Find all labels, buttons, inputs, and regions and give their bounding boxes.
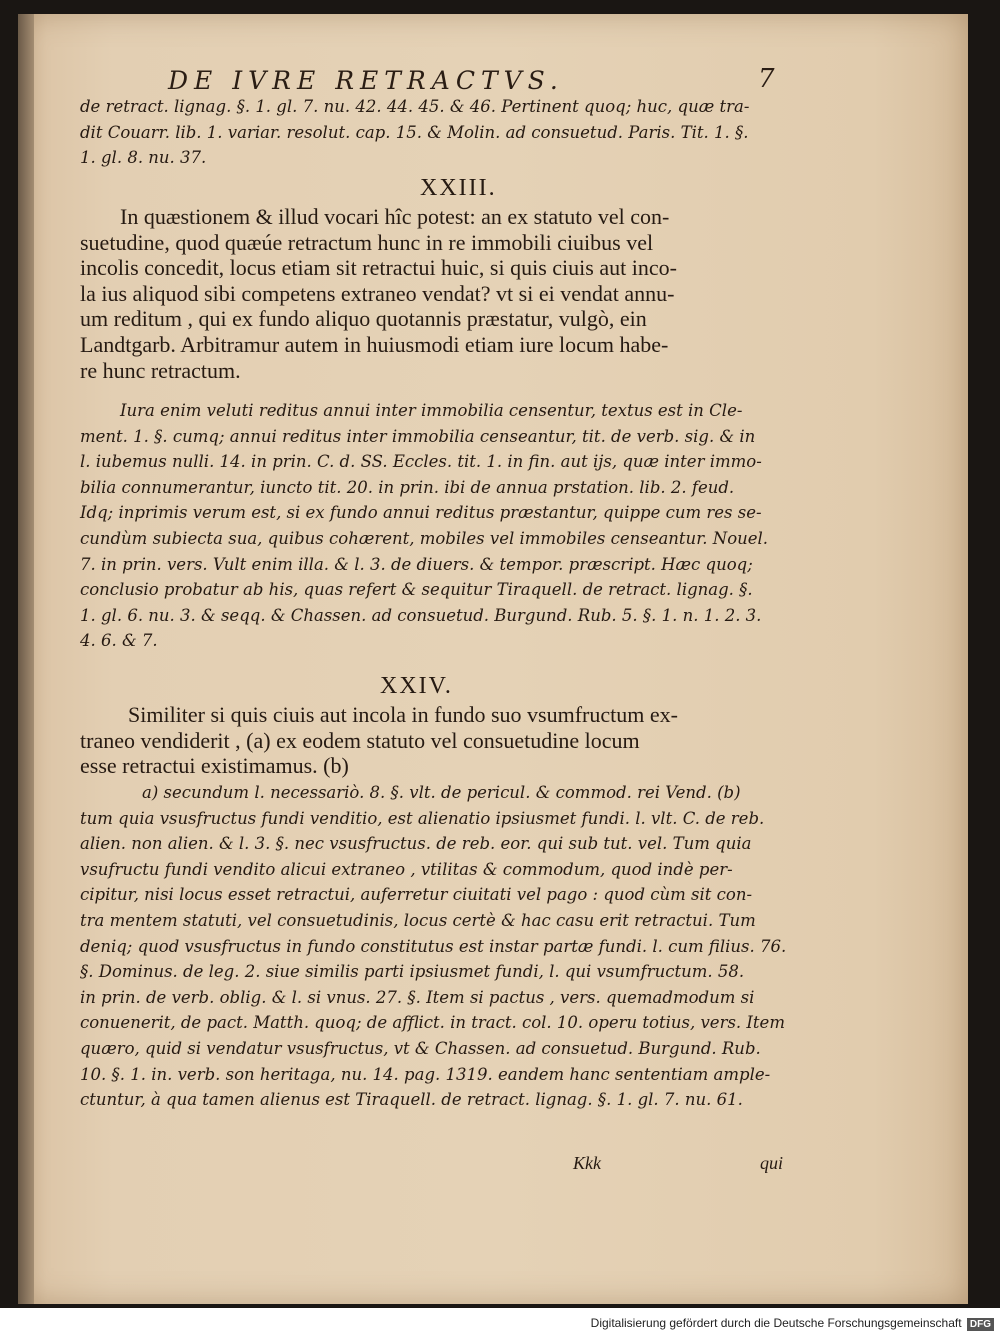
body-line: suetudine, quod quæúe retractum hunc in re immobili ciuibus vel xyxy=(80,229,654,255)
body-line: re hunc retractum. xyxy=(80,357,241,383)
dfg-logo: DFG xyxy=(967,1318,994,1331)
note-line: in prin. de verb. oblig. & l. si vnus. 27. §. Item si pactus , vers. quemadmodum si xyxy=(80,987,755,1007)
binding-edge xyxy=(18,14,34,1304)
section-heading-xxiii: XXIII. xyxy=(420,175,497,201)
note-line: alien. non alien. & l. 3. §. nec vsusfructus. de reb. eor. qui sub tut. vel. Tum quia xyxy=(80,834,752,854)
body-line: incolis concedit, locus etiam sit retractui huic, si quis ciuis aut inco- xyxy=(80,255,677,281)
note-line: l. iubemus nulli. 14. in prin. C. d. SS. Eccles. tit. 1. in fin. aut ijs, quæ inter immo- xyxy=(80,452,762,472)
digitization-credit xyxy=(591,1316,994,1331)
note-line: conclusio probatur ab his, quas refert & sequitur Tiraquell. de retract. lignag. §. xyxy=(80,580,753,600)
note-line: conuenerit, de pact. Matth. quoq; de afflict. in tract. col. 10. operu totius, vers. Item xyxy=(80,1013,785,1033)
body-line: In quæstionem & illud vocari hîc potest: an ex statuto vel con- xyxy=(120,204,670,229)
note-line: tra mentem statuti, vel consuetudinis, locus certè & hac casu erit retractui. Tum xyxy=(80,910,756,930)
body-line: Landtgarb. Arbitramur autem in huiusmodi etiam iure locum habe- xyxy=(80,331,669,357)
note-line: 1. gl. 8. nu. 37. xyxy=(80,148,207,168)
note-line: vsufructu fundi vendito alicui extraneo , vtilitas & commodum, quod indè per- xyxy=(80,859,733,879)
note-line: de retract. lignag. §. 1. gl. 7. nu. 42. 44. 45. & 46. Pertinent quoq; huc, quæ tra- xyxy=(80,97,750,116)
section-xxiv-body xyxy=(80,702,678,779)
note-line: dit Couarr. lib. 1. variar. resolut. cap. 15. & Molin. ad consuetud. Paris. Tit. 1. §. xyxy=(80,122,749,142)
note-line: 10. §. 1. in. verb. son heritaga, nu. 14. pag. 1319. eandem hanc sententiam ample- xyxy=(80,1064,771,1084)
note-line: ctuntur, à qua tamen alienus est Tiraquell. de retract. lignag. §. 1. gl. 7. nu. 61. xyxy=(80,1090,743,1110)
running-head: DE IVRE RETRACTVS. xyxy=(168,66,564,95)
note-line: bilia connumerantur, iuncto tit. 20. in prin. ibi de annua prstation. lib. 2. feud. xyxy=(80,477,735,497)
body-line: traneo vendiderit , (a) ex eodem statuto vel consuetudine locum xyxy=(80,727,640,753)
note-line: 7. in prin. vers. Vult enim illa. & l. 3. de diuers. & tempor. præscript. Hæc quoq; xyxy=(80,554,753,574)
note-line: §. Dominus. de leg. 2. siue similis parti ipsiusmet fundi, l. qui vsumfructum. 58. xyxy=(80,962,745,982)
carry-over-note xyxy=(80,94,749,171)
book-page xyxy=(18,14,968,1304)
section-xxiii-body xyxy=(80,204,677,383)
note-line: a) secundum l. necessariò. 8. §. vlt. de pericul. & commod. rei Vend. (b) xyxy=(142,783,741,802)
note-line: 4. 6. & 7. xyxy=(80,631,158,651)
body-line: Similiter si quis ciuis aut incola in fundo suo vsumfructum ex- xyxy=(128,702,678,727)
note-line: Iura enim veluti reditus annui inter immobilia censentur, textus est in Cle- xyxy=(120,401,743,420)
body-line: esse retractui existimamus. (b) xyxy=(80,753,349,779)
note-line: ment. 1. §. cumq; annui reditus inter immobilia censeantur, tit. de verb. sig. & in xyxy=(80,426,756,446)
note-line: deniq; quod vsusfructus in fundo constitutus est instar partæ fundi. l. cum filius. 76. xyxy=(80,936,787,956)
page-number: 7 xyxy=(758,64,775,94)
note-line: cundùm subiecta sua, quibus cohærent, mobiles vel immobiles censeantur. Nouel. xyxy=(80,528,769,548)
credit-text: Digitalisierung gefördert durch die Deutsche Forschungsgemeinschaft xyxy=(590,1316,962,1330)
section-xxiii-note xyxy=(80,398,768,654)
catchword: qui xyxy=(760,1153,784,1173)
signature-mark: Kkk xyxy=(573,1153,601,1173)
note-line: 1. gl. 6. nu. 3. & seqq. & Chassen. ad consuetud. Burgund. Rub. 5. §. 1. n. 1. 2. 3. xyxy=(80,605,762,625)
body-line: um reditum , qui ex fundo aliquo quotannis præstatur, vulgò, ein xyxy=(80,306,647,332)
note-line: cipitur, nisi locus esset retractui, auferretur ciuitati vel pago : quod cùm sit con- xyxy=(80,885,753,905)
section-heading-xxiv: XXIV. xyxy=(380,673,453,699)
note-line: quæro, quid si vendatur vsusfructus, vt & Chassen. ad consuetud. Burgund. Rub. xyxy=(80,1038,761,1058)
note-line: tum quia vsusfructus fundi venditio, est alienatio ipsiusmet fundi. l. vlt. C. de reb. xyxy=(80,808,765,828)
body-line: la ius aliquod sibi competens extraneo vendat? vt si ei vendat annu- xyxy=(80,280,675,306)
note-line: Idq; inprimis verum est, si ex fundo annui reditus præstantur, quippe cum res se- xyxy=(80,503,762,523)
section-xxiv-note xyxy=(80,780,786,1113)
